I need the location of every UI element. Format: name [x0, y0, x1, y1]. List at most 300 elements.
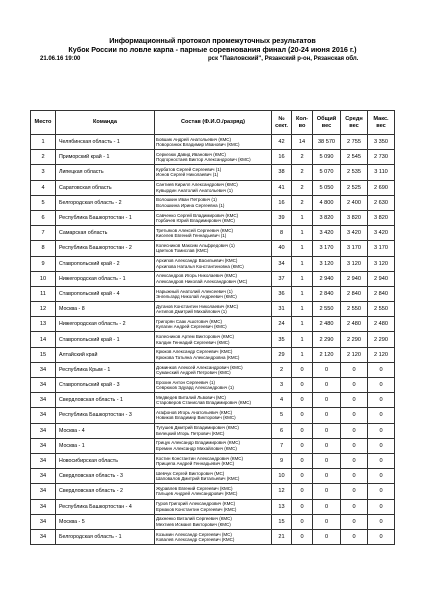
team-cell: Москва - 5: [56, 514, 155, 529]
composition-cell: [155, 514, 272, 529]
place-cell: 34: [31, 393, 56, 408]
sector-cell: 9: [272, 453, 292, 468]
team-member-1: Александров Игорь Николаевич (КМС): [156, 273, 237, 279]
col-header-sector: № сект.: [272, 111, 292, 135]
table-row: [31, 362, 395, 377]
team-member-2: Подгорностаев Виктор Александрович (КМС): [156, 157, 251, 163]
max-weight-cell: 3 420: [368, 226, 395, 241]
count-cell: 1: [292, 271, 313, 286]
place-cell: 6: [31, 210, 56, 225]
sector-cell: 2: [272, 362, 292, 377]
composition-cell: [155, 241, 272, 256]
total-weight-cell: 38 570: [313, 135, 341, 150]
team-cell: Республика Башкортостан - 3: [56, 408, 155, 423]
protocol-title: Информационный протокол промежуточных результатов: [109, 36, 316, 45]
team-cell: Свердловская область - 3: [56, 469, 155, 484]
sector-cell: 5: [272, 408, 292, 423]
team-member-2: Крюкова Татьяна Александровна (КМС): [156, 354, 240, 360]
place-cell: 34: [31, 362, 56, 377]
composition-cell: [155, 195, 272, 210]
avg-weight-cell: 2 940: [341, 271, 368, 286]
team-member-1: Гуров Григорий Александрович (КМС): [156, 501, 236, 507]
sector-cell: 41: [272, 180, 292, 195]
place-cell: 1: [31, 135, 56, 150]
max-weight-cell: 0: [368, 423, 395, 438]
count-cell: 0: [292, 438, 313, 453]
count-cell: 1: [292, 317, 313, 332]
team-member-2: Ковалев Александр Сергеевич (КМС): [156, 536, 235, 542]
total-weight-cell: 0: [313, 408, 341, 423]
team-member-1: Крюков Александр Сергеевич (КМС): [156, 349, 233, 355]
max-weight-cell: 0: [368, 484, 395, 499]
team-cell: Свердловская область - 1: [56, 393, 155, 408]
max-weight-cell: 0: [368, 378, 395, 393]
composition-cell: [155, 393, 272, 408]
place-cell: 34: [31, 438, 56, 453]
place-cell: 34: [31, 499, 56, 514]
max-weight-cell: 0: [368, 438, 395, 453]
count-cell: 0: [292, 362, 313, 377]
composition-cell: [155, 180, 272, 195]
sector-cell: 34: [272, 256, 292, 271]
count-cell: 2: [292, 150, 313, 165]
count-cell: 14: [292, 135, 313, 150]
table-row: [31, 408, 395, 423]
place-cell: 34: [31, 469, 56, 484]
results-body: [31, 135, 395, 545]
count-cell: 2: [292, 180, 313, 195]
table-row: [31, 393, 395, 408]
place-cell: 34: [31, 514, 56, 529]
sector-cell: 21: [272, 529, 292, 544]
count-cell: 0: [292, 499, 313, 514]
composition-cell: [155, 302, 272, 317]
sector-cell: 38: [272, 165, 292, 180]
place-cell: 14: [31, 332, 56, 347]
max-weight-cell: 2 550: [368, 302, 395, 317]
total-weight-cell: 0: [313, 438, 341, 453]
team-member-1: Сантиев Кирилл Александрович (КМС): [156, 182, 238, 188]
col-header-composition: Состав (Ф.И.О./разряд): [155, 111, 272, 135]
team-member-2: Мехтиев Исмаил Викторович (КМС): [156, 521, 231, 527]
total-weight-cell: 5 050: [313, 180, 341, 195]
place-cell: 15: [31, 347, 56, 362]
team-cell: Ставропольский край - 2: [56, 256, 155, 271]
avg-weight-cell: 2 400: [341, 195, 368, 210]
max-weight-cell: 2 290: [368, 332, 395, 347]
max-weight-cell: 0: [368, 514, 395, 529]
count-cell: 0: [292, 408, 313, 423]
team-member-1: Курбатов Сергей Сергеевич (1): [156, 167, 222, 173]
sector-cell: 37: [272, 271, 292, 286]
table-row: [31, 317, 395, 332]
avg-weight-cell: 3 170: [341, 241, 368, 256]
table-row: [31, 514, 395, 529]
sector-cell: 7: [272, 438, 292, 453]
team-member-2: Горбачев Юрий Владимирович (КМС): [156, 218, 235, 224]
count-cell: 1: [292, 226, 313, 241]
avg-weight-cell: 2 550: [341, 302, 368, 317]
table-row: [31, 226, 395, 241]
team-member-2: Волошкина Ирина Сергеевна (1): [156, 202, 225, 208]
composition-cell: [155, 529, 272, 544]
team-member-1: Колесников Артем Викторович (КМС): [156, 334, 234, 340]
max-weight-cell: 2 480: [368, 317, 395, 332]
team-cell: Липецкая область: [56, 165, 155, 180]
competition-subtitle: Кубок России по ловле карпа - парные соревнования финал (20-24 июня 2016 г.): [68, 45, 357, 54]
avg-weight-cell: 2 535: [341, 165, 368, 180]
max-weight-cell: 3 110: [368, 165, 395, 180]
team-member-2: Калдин Геннадий Сергеевич (КМС): [156, 339, 230, 345]
team-cell: Ставропольский край - 3: [56, 378, 155, 393]
place-cell: 3: [31, 165, 56, 180]
total-weight-cell: 2 840: [313, 286, 341, 301]
place-cell: 34: [31, 378, 56, 393]
avg-weight-cell: 3 420: [341, 226, 368, 241]
team-member-2: Суманский Андрей Петрович (КМС): [156, 369, 231, 375]
place-cell: 34: [31, 408, 56, 423]
composition-cell: [155, 286, 272, 301]
sector-cell: 4: [272, 393, 292, 408]
avg-weight-cell: 0: [341, 378, 368, 393]
avg-weight-cell: 3 820: [341, 210, 368, 225]
place-cell: 8: [31, 241, 56, 256]
avg-weight-cell: 0: [341, 438, 368, 453]
max-weight-cell: 0: [368, 408, 395, 423]
place-cell: 5: [31, 195, 56, 210]
total-weight-cell: 2 550: [313, 302, 341, 317]
max-weight-cell: 0: [368, 529, 395, 544]
team-cell: Москва - 4: [56, 423, 155, 438]
count-cell: 0: [292, 393, 313, 408]
team-cell: Республика Башкортостан - 1: [56, 210, 155, 225]
sector-cell: 16: [272, 150, 292, 165]
team-member-2: Александров Николай Александрович (МС): [156, 278, 248, 284]
table-row: [31, 529, 395, 544]
max-weight-cell: 3 820: [368, 210, 395, 225]
team-member-2: Севрюков Эдуард Александрович (1): [156, 385, 234, 391]
composition-cell: [155, 347, 272, 362]
col-header-count: Кол-во: [292, 111, 313, 135]
max-weight-cell: 2 840: [368, 286, 395, 301]
avg-weight-cell: 0: [341, 453, 368, 468]
total-weight-cell: 0: [313, 499, 341, 514]
table-row: [31, 241, 395, 256]
team-cell: Ставропольский край - 4: [56, 286, 155, 301]
sector-cell: 35: [272, 332, 292, 347]
avg-weight-cell: 0: [341, 484, 368, 499]
avg-weight-cell: 2 120: [341, 347, 368, 362]
composition-cell: [155, 332, 272, 347]
table-row: [31, 180, 395, 195]
team-cell: Алтайский край: [56, 347, 155, 362]
team-member-1: Григорян Саак Ашотович (КМС): [156, 318, 223, 324]
count-cell: 0: [292, 378, 313, 393]
team-cell: Республика Башкортостан - 4: [56, 499, 155, 514]
count-cell: 1: [292, 286, 313, 301]
composition-cell: [155, 378, 272, 393]
team-member-1: Тугушев Дмитрий Владимирович (КМС): [156, 425, 239, 431]
sector-cell: 12: [272, 484, 292, 499]
table-row: [31, 484, 395, 499]
table-row: [31, 347, 395, 362]
table-row: [31, 150, 395, 165]
team-member-1: Медведев Виталий Львович (МС): [156, 394, 226, 400]
team-member-2: Ермаков Константин Сергеевич (КМС): [156, 506, 237, 512]
place-cell: 13: [31, 317, 56, 332]
count-cell: 0: [292, 514, 313, 529]
max-weight-cell: 3 120: [368, 256, 395, 271]
team-member-1: Журавлев Евгений Сергеевич (КМС): [156, 486, 233, 491]
table-row: [31, 302, 395, 317]
place-cell: 9: [31, 256, 56, 271]
team-member-2: Поворознюк Владимир Иванович (КМС): [156, 142, 240, 148]
composition-cell: [155, 150, 272, 165]
table-row: [31, 195, 395, 210]
max-weight-cell: 2 120: [368, 347, 395, 362]
sector-cell: 42: [272, 135, 292, 150]
total-weight-cell: 3 170: [313, 241, 341, 256]
team-member-1: Дуганов Константин Николаевич (КМС): [156, 303, 239, 309]
avg-weight-cell: 0: [341, 362, 368, 377]
table-row: [31, 256, 395, 271]
count-cell: 2: [292, 195, 313, 210]
count-cell: 0: [292, 484, 313, 499]
total-weight-cell: 2 290: [313, 332, 341, 347]
sector-cell: 36: [272, 286, 292, 301]
count-cell: 0: [292, 469, 313, 484]
total-weight-cell: 5 090: [313, 150, 341, 165]
team-cell: Саратовская область: [56, 180, 155, 195]
place-cell: 12: [31, 302, 56, 317]
total-weight-cell: 2 480: [313, 317, 341, 332]
count-cell: 1: [292, 256, 313, 271]
team-cell: Москва - 1: [56, 438, 155, 453]
composition-cell: [155, 271, 272, 286]
table-row: [31, 438, 395, 453]
team-member-1: Агафонов Игорь Анатольевич (КМС): [156, 410, 233, 416]
table-row: [31, 210, 395, 225]
avg-weight-cell: 2 525: [341, 180, 368, 195]
composition-cell: [155, 469, 272, 484]
place-cell: 34: [31, 529, 56, 544]
total-weight-cell: 0: [313, 514, 341, 529]
avg-weight-cell: 2 480: [341, 317, 368, 332]
table-header-row: [31, 111, 395, 135]
team-member-2: Антипов Дмитрий Михайлович (1): [156, 309, 227, 315]
composition-cell: [155, 423, 272, 438]
place-cell: 4: [31, 180, 56, 195]
avg-weight-cell: 0: [341, 529, 368, 544]
team-member-1: Дахненко Виталий Сергеевич (КМС): [156, 516, 232, 522]
results-table: [30, 110, 395, 545]
team-member-1: Нарыжный Анатолий Алексеевич (1): [156, 288, 233, 294]
team-member-2: Энгельгард Николай Андреевич (КМС): [156, 293, 237, 299]
place-cell: 7: [31, 226, 56, 241]
team-member-2: Староверов Станислав Владимирович (КМС): [156, 400, 252, 406]
max-weight-cell: 3 350: [368, 135, 395, 150]
team-member-2: Гальцев Андрей Александрович (КМС): [156, 491, 238, 497]
max-weight-cell: 0: [368, 469, 395, 484]
total-weight-cell: 0: [313, 484, 341, 499]
total-weight-cell: 0: [313, 378, 341, 393]
total-weight-cell: 3 820: [313, 210, 341, 225]
sector-cell: 31: [272, 302, 292, 317]
count-cell: 0: [292, 529, 313, 544]
max-weight-cell: 0: [368, 362, 395, 377]
place-cell: 10: [31, 271, 56, 286]
table-row: [31, 332, 395, 347]
composition-cell: [155, 317, 272, 332]
team-member-2: Киселев Евгений Геннадьевич (1): [156, 233, 227, 239]
avg-weight-cell: 2 755: [341, 135, 368, 150]
table-row: [31, 453, 395, 468]
team-member-2: Шаповалов Дмитрий Витальевич (КМС): [156, 476, 240, 482]
avg-weight-cell: 0: [341, 514, 368, 529]
sector-cell: 29: [272, 347, 292, 362]
total-weight-cell: 0: [313, 393, 341, 408]
max-weight-cell: 2 630: [368, 195, 395, 210]
team-cell: Нижегородская область - 1: [56, 271, 155, 286]
table-row: [31, 378, 395, 393]
team-member-2: Новиков Владимир Викторович (КМС): [156, 415, 236, 421]
count-cell: 1: [292, 302, 313, 317]
team-member-1: Третьяков Алексей Сергеевич (КМС): [156, 227, 233, 233]
team-member-1: Колесников Максим Альфредович (1): [156, 243, 235, 248]
sector-cell: 24: [272, 317, 292, 332]
team-member-2: Кулагин Андрей Сергеевич (КМС): [156, 324, 227, 330]
max-weight-cell: 2 690: [368, 180, 395, 195]
max-weight-cell: 2 730: [368, 150, 395, 165]
total-weight-cell: 0: [313, 529, 341, 544]
total-weight-cell: 0: [313, 453, 341, 468]
protocol-date: 21.06.16 19:00: [40, 56, 81, 62]
max-weight-cell: 3 170: [368, 241, 395, 256]
team-member-1: Савченко Сергей Владимирович (КМС): [156, 212, 239, 218]
sector-cell: 16: [272, 195, 292, 210]
total-weight-cell: 3 420: [313, 226, 341, 241]
max-weight-cell: 0: [368, 499, 395, 514]
sector-cell: 8: [272, 226, 292, 241]
place-cell: 34: [31, 423, 56, 438]
avg-weight-cell: 0: [341, 393, 368, 408]
team-cell: Республика Башкортостан - 2: [56, 241, 155, 256]
team-cell: Челябинская область - 1: [56, 135, 155, 150]
total-weight-cell: 5 070: [313, 165, 341, 180]
max-weight-cell: 0: [368, 453, 395, 468]
sector-cell: 6: [272, 423, 292, 438]
table-row: [31, 469, 395, 484]
sector-cell: 39: [272, 210, 292, 225]
team-cell: Республика Крым - 1: [56, 362, 155, 377]
total-weight-cell: 0: [313, 423, 341, 438]
team-member-1: Доминков Алексей Александрович (КМС): [156, 364, 243, 370]
avg-weight-cell: 0: [341, 423, 368, 438]
place-cell: 34: [31, 453, 56, 468]
composition-cell: [155, 484, 272, 499]
col-header-avg-weight: Средн вес: [341, 111, 368, 135]
team-member-2: Еремин Александр Михайлович (КМС): [156, 445, 237, 451]
team-member-2: Архипова Наталья Константиновна (КМС): [156, 263, 244, 269]
table-row: [31, 165, 395, 180]
total-weight-cell: 2 120: [313, 347, 341, 362]
place-cell: 11: [31, 286, 56, 301]
count-cell: 0: [292, 423, 313, 438]
composition-cell: [155, 408, 272, 423]
composition-cell: [155, 499, 272, 514]
count-cell: 2: [292, 165, 313, 180]
sector-cell: 40: [272, 241, 292, 256]
table-row: [31, 286, 395, 301]
team-cell: Самарская область: [56, 226, 155, 241]
team-member-2: Белецкий Игорь Петрович (КМС): [156, 430, 225, 436]
col-header-team: Команда: [56, 111, 155, 135]
total-weight-cell: 4 800: [313, 195, 341, 210]
total-weight-cell: 2 940: [313, 271, 341, 286]
venue-location: рск "Павловский", Рязанский р-он, Рязанская обл.: [208, 56, 359, 62]
max-weight-cell: 0: [368, 393, 395, 408]
count-cell: 1: [292, 347, 313, 362]
max-weight-cell: 2 940: [368, 271, 395, 286]
team-member-1: Архипов Александр Васильевич (КМС): [156, 258, 238, 264]
team-cell: Свердловская область - 2: [56, 484, 155, 499]
avg-weight-cell: 2 290: [341, 332, 368, 347]
sector-cell: 15: [272, 514, 292, 529]
col-header-total-weight: Общий вес: [313, 111, 341, 135]
composition-cell: [155, 256, 272, 271]
avg-weight-cell: 0: [341, 408, 368, 423]
avg-weight-cell: 3 120: [341, 256, 368, 271]
place-cell: 34: [31, 484, 56, 499]
team-member-1: Шевчук Сергей Викторович (МС): [156, 470, 225, 476]
sector-cell: 10: [272, 469, 292, 484]
team-cell: Новосибирская область: [56, 453, 155, 468]
team-cell: Белгородская область - 1: [56, 529, 155, 544]
team-member-1: Ерохин Антон Сергеевич (1): [156, 379, 215, 385]
team-member-1: Козьмин Александр Сергеевич (МС): [156, 531, 232, 537]
total-weight-cell: 0: [313, 362, 341, 377]
team-cell: Москва - 8: [56, 302, 155, 317]
composition-cell: [155, 438, 272, 453]
place-cell: 2: [31, 150, 56, 165]
sector-cell: 13: [272, 499, 292, 514]
team-member-2: Кувырдин Анатолий Анатольевич (1): [156, 187, 233, 193]
team-cell: Ставропольский край - 1: [56, 332, 155, 347]
team-member-1: Серкезюк Давид Иванович (КМС): [156, 151, 226, 157]
composition-cell: [155, 210, 272, 225]
avg-weight-cell: 0: [341, 469, 368, 484]
table-row: [31, 271, 395, 286]
composition-cell: [155, 362, 272, 377]
team-member-2: Ионов Сергей Николаевич (1): [156, 172, 219, 178]
team-member-2: Прищепа Андрей Геннадьевич (КМС): [156, 461, 235, 467]
composition-cell: [155, 453, 272, 468]
composition-cell: [155, 135, 272, 150]
col-header-max-weight: Макс. вес: [368, 111, 395, 135]
count-cell: 1: [292, 210, 313, 225]
composition-cell: [155, 165, 272, 180]
total-weight-cell: 0: [313, 469, 341, 484]
table-row: [31, 499, 395, 514]
col-header-place: Место: [31, 111, 56, 135]
team-member-1: Грицук Александр Владимирович (КМС): [156, 440, 241, 446]
team-cell: Приморский край - 1: [56, 150, 155, 165]
team-member-1: Костин Константин Александрович (КМС): [156, 455, 243, 461]
team-member-1: Волошкин Иван Петрович (1): [156, 197, 217, 203]
count-cell: 1: [292, 332, 313, 347]
sector-cell: 3: [272, 378, 292, 393]
count-cell: 0: [292, 453, 313, 468]
